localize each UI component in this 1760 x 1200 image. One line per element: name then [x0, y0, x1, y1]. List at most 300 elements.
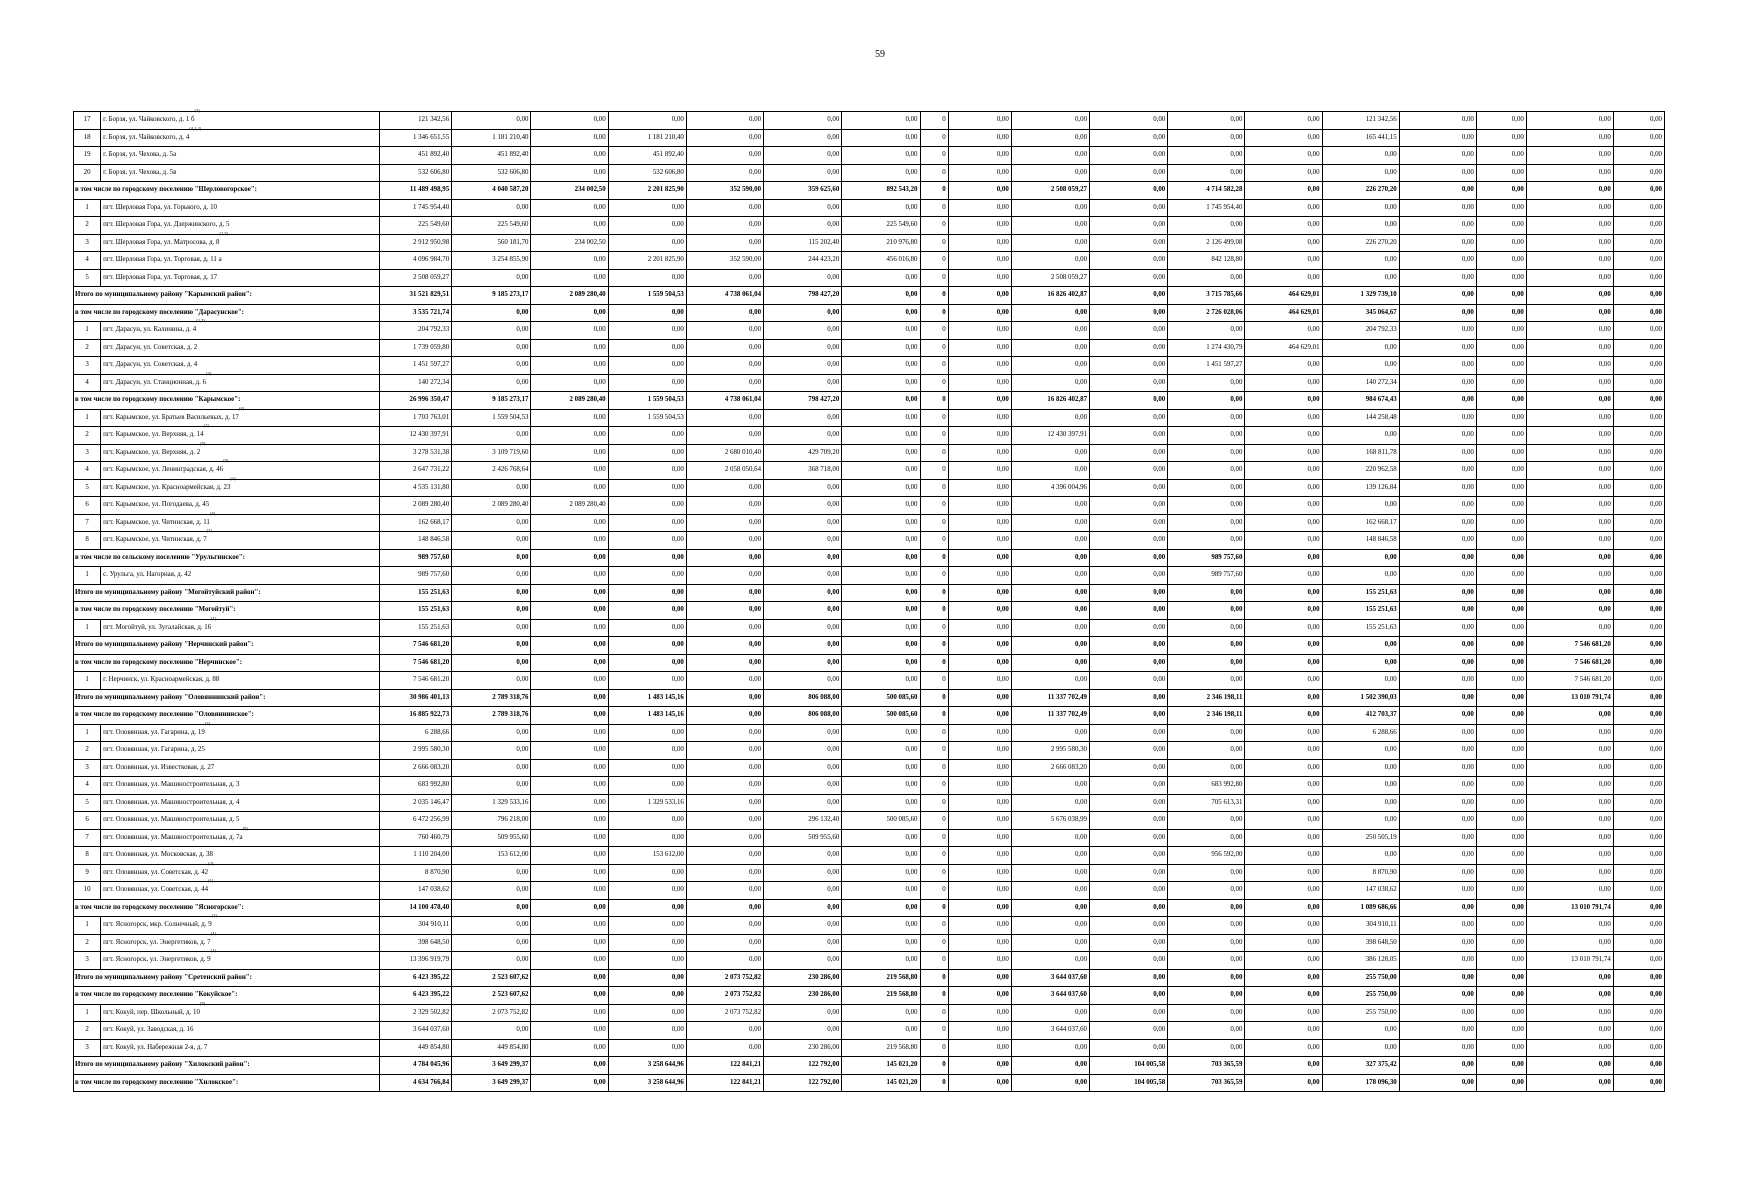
value-cell: 0,00 — [1011, 339, 1089, 357]
value-cell: 0,00 — [686, 602, 763, 620]
value-cell: 16 885 922,73 — [380, 707, 452, 725]
value-cell: 0 — [920, 182, 948, 200]
value-cell: 0,00 — [452, 724, 531, 742]
value-cell: 0,00 — [1526, 742, 1613, 760]
value-cell: 0,00 — [686, 777, 763, 795]
address-cell — [101, 125, 380, 147]
address-cell — [101, 567, 380, 585]
value-cell: 0,00 — [1168, 497, 1245, 515]
value-cell: 0,00 — [1613, 427, 1664, 445]
value-cell: 0,00 — [842, 129, 920, 147]
value-cell: 155 251,63 — [380, 602, 452, 620]
value-cell: 0,00 — [948, 742, 1011, 760]
value-cell: 3 258 644,96 — [608, 1057, 686, 1075]
value-cell: 0,00 — [1245, 357, 1322, 375]
value-cell: 0,00 — [1476, 829, 1526, 847]
value-cell: 0,00 — [452, 672, 531, 690]
value-cell: 0,00 — [1168, 637, 1245, 655]
value-cell: 0,00 — [1090, 497, 1168, 515]
value-cell: 0,00 — [1011, 794, 1089, 812]
value-cell: 0,00 — [608, 112, 686, 130]
address-text: г. Борзя, ул. Чехова, д. 5в — [103, 168, 177, 176]
value-cell: 3 649 299,37 — [452, 1057, 531, 1075]
row-number: 1 — [74, 567, 101, 585]
value-cell: 398 648,50 — [380, 934, 452, 952]
value-cell: 0,00 — [1613, 357, 1664, 375]
value-cell: 0,00 — [1322, 199, 1399, 217]
value-cell: 0,00 — [686, 724, 763, 742]
row-number: 7 — [74, 514, 101, 532]
value-cell: 0,00 — [948, 112, 1011, 130]
value-cell: 3 258 644,96 — [608, 1074, 686, 1092]
value-cell: 0,00 — [1245, 182, 1322, 200]
value-cell: 0,00 — [1613, 1004, 1664, 1022]
value-cell: 0,00 — [608, 952, 686, 970]
value-cell: 1 745 954,40 — [380, 199, 452, 217]
value-cell: 0,00 — [1090, 164, 1168, 182]
value-cell: 0,00 — [1011, 1004, 1089, 1022]
value-cell: 0,00 — [1245, 637, 1322, 655]
value-cell: 0,00 — [608, 1039, 686, 1057]
value-cell: 0,00 — [608, 812, 686, 830]
value-cell: 0,00 — [531, 1074, 608, 1092]
value-cell: 0,00 — [764, 602, 842, 620]
value-cell: 0,00 — [1399, 1004, 1476, 1022]
value-cell: 0,00 — [1476, 899, 1526, 917]
value-cell: 0,00 — [842, 304, 920, 322]
value-cell: 0,00 — [764, 374, 842, 392]
value-cell: 2 426 768,64 — [452, 462, 531, 480]
value-cell: 0 — [920, 444, 948, 462]
value-cell: 0,00 — [1613, 864, 1664, 882]
value-cell: 0,00 — [452, 199, 531, 217]
value-cell: 0,00 — [1011, 1039, 1089, 1057]
value-cell: 0,00 — [686, 409, 763, 427]
value-cell: 0,00 — [1245, 129, 1322, 147]
group-title: в том числе по городскому поселению "Могойтуй": — [74, 602, 380, 620]
value-cell: 0,00 — [1526, 602, 1613, 620]
value-cell: 806 088,00 — [764, 707, 842, 725]
value-cell: 0,00 — [531, 742, 608, 760]
value-cell: 0,00 — [842, 112, 920, 130]
value-cell: 0,00 — [842, 1022, 920, 1040]
value-cell: 0,00 — [948, 199, 1011, 217]
value-cell: 0,00 — [1090, 392, 1168, 410]
value-cell: 0,00 — [1399, 269, 1476, 287]
group-title: в том числе по городскому поселению "Дарасунское": — [74, 304, 380, 322]
value-cell: 147 038,62 — [380, 882, 452, 900]
value-cell: 0,00 — [1399, 619, 1476, 637]
value-cell: 148 846,58 — [1322, 532, 1399, 550]
value-cell: 2 073 752,82 — [686, 1004, 763, 1022]
value-cell: 148 846,58 — [380, 532, 452, 550]
footnote-ref: (5) — [200, 440, 206, 446]
value-cell: 0,00 — [608, 934, 686, 952]
address-cell — [101, 847, 380, 865]
value-cell: 0,00 — [1245, 462, 1322, 480]
value-cell: 0,00 — [1011, 304, 1089, 322]
value-cell: 0,00 — [1090, 199, 1168, 217]
value-cell: 0,00 — [1476, 479, 1526, 497]
value-cell: 0,00 — [531, 1039, 608, 1057]
value-cell: 0,00 — [1476, 147, 1526, 165]
value-cell: 0,00 — [452, 952, 531, 970]
value-cell: 11 337 702,49 — [1011, 707, 1089, 725]
value-cell: 0,00 — [1613, 287, 1664, 305]
value-cell: 1 181 210,40 — [608, 129, 686, 147]
value-cell: 0,00 — [1613, 234, 1664, 252]
subtotal-row — [74, 602, 1665, 620]
subtotal-row — [74, 637, 1665, 655]
value-cell: 0,00 — [1322, 567, 1399, 585]
value-cell: 0,00 — [1245, 427, 1322, 445]
value-cell: 0,00 — [842, 672, 920, 690]
value-cell: 2 089 280,40 — [531, 287, 608, 305]
value-cell: 0,00 — [1245, 969, 1322, 987]
value-cell: 0,00 — [686, 199, 763, 217]
value-cell: 0,00 — [1090, 427, 1168, 445]
value-cell: 0,00 — [1322, 1039, 1399, 1057]
value-cell: 0,00 — [948, 899, 1011, 917]
value-cell: 0 — [920, 374, 948, 392]
group-title: в том числе по городскому поселению "Ясногорское": — [74, 899, 380, 917]
value-cell: 255 750,00 — [1322, 987, 1399, 1005]
value-cell: 0,00 — [1011, 409, 1089, 427]
value-cell: 3 278 531,38 — [380, 444, 452, 462]
value-cell: 0,00 — [1168, 654, 1245, 672]
value-cell: 0,00 — [1526, 917, 1613, 935]
value-cell: 705 613,31 — [1168, 794, 1245, 812]
value-cell: 0,00 — [1245, 112, 1322, 130]
value-cell: 0,00 — [452, 882, 531, 900]
value-cell: 0,00 — [608, 549, 686, 567]
value-cell: 0,00 — [531, 969, 608, 987]
value-cell: 451 892,40 — [380, 147, 452, 165]
value-cell: 153 612,00 — [452, 847, 531, 865]
address-text: пгт. Дарасун, ул. Советская, д. 4 — [103, 361, 198, 369]
value-cell: 0,00 — [1526, 1004, 1613, 1022]
value-cell: 0,00 — [842, 427, 920, 445]
value-cell: 456 016,80 — [842, 252, 920, 270]
value-cell: 0,00 — [1011, 934, 1089, 952]
value-cell: 0,00 — [1245, 829, 1322, 847]
value-cell: 0,00 — [1613, 1039, 1664, 1057]
value-cell: 842 128,80 — [1168, 252, 1245, 270]
value-cell: 6 472 256,99 — [380, 812, 452, 830]
value-cell: 0,00 — [1168, 829, 1245, 847]
value-cell: 0,00 — [1399, 917, 1476, 935]
value-cell: 0,00 — [1090, 584, 1168, 602]
value-cell: 0,00 — [1399, 584, 1476, 602]
value-cell: 0,00 — [1322, 357, 1399, 375]
value-cell: 0,00 — [1090, 654, 1168, 672]
value-cell: 0,00 — [1399, 759, 1476, 777]
value-cell: 0,00 — [1613, 374, 1664, 392]
value-cell: 0,00 — [1090, 917, 1168, 935]
value-cell: 0,00 — [842, 777, 920, 795]
value-cell: 0,00 — [686, 689, 763, 707]
value-cell: 0,00 — [948, 427, 1011, 445]
value-cell: 2 508 059,27 — [1011, 269, 1089, 287]
value-cell: 3 644 037,60 — [1011, 987, 1089, 1005]
footnote-ref: (4,1,2) — [189, 125, 202, 131]
value-cell: 0,00 — [764, 164, 842, 182]
value-cell: 0,00 — [1613, 759, 1664, 777]
address-text: пгт. Оловянная, ул. Советская, д. 42 — [103, 868, 209, 876]
value-cell: 0,00 — [1011, 164, 1089, 182]
value-cell: 0,00 — [1011, 532, 1089, 550]
row-number: 2 — [74, 1022, 101, 1040]
value-cell: 806 088,00 — [764, 689, 842, 707]
value-cell: 451 892,40 — [452, 147, 531, 165]
value-cell: 0,00 — [1245, 882, 1322, 900]
value-cell: 0,00 — [1613, 217, 1664, 235]
value-cell: 0,00 — [1245, 584, 1322, 602]
value-cell: 0,00 — [1399, 304, 1476, 322]
value-cell: 0,00 — [531, 864, 608, 882]
value-cell: 2 647 731,22 — [380, 462, 452, 480]
value-cell: 230 286,00 — [764, 987, 842, 1005]
value-cell: 0,00 — [1168, 462, 1245, 480]
table-row — [74, 164, 1665, 182]
value-cell: 0,00 — [1011, 322, 1089, 340]
value-cell: 6 288,66 — [380, 724, 452, 742]
value-cell: 104 005,58 — [1090, 1057, 1168, 1075]
address-cell — [101, 1000, 380, 1022]
value-cell: 0,00 — [948, 287, 1011, 305]
value-cell: 0,00 — [948, 917, 1011, 935]
value-cell: 0 — [920, 777, 948, 795]
value-cell: 0,00 — [764, 899, 842, 917]
address-cell — [101, 930, 380, 952]
value-cell: 0,00 — [842, 549, 920, 567]
table-row — [74, 742, 1665, 760]
value-cell: 0,00 — [1399, 532, 1476, 550]
address-text: г. Борзя, ул. Чехова, д. 5а — [103, 151, 177, 159]
value-cell: 0,00 — [1613, 1074, 1664, 1092]
value-cell: 464 629,01 — [1245, 287, 1322, 305]
value-cell: 0,00 — [948, 164, 1011, 182]
value-cell: 0 — [920, 1074, 948, 1092]
value-cell: 0,00 — [1399, 182, 1476, 200]
value-cell: 0,00 — [1613, 462, 1664, 480]
value-cell: 0,00 — [842, 759, 920, 777]
value-cell: 0,00 — [1613, 987, 1664, 1005]
value-cell: 0 — [920, 427, 948, 445]
value-cell: 0,00 — [686, 322, 763, 340]
value-cell: 0,00 — [948, 1022, 1011, 1040]
value-cell: 0,00 — [1613, 444, 1664, 462]
value-cell: 2 329 502,82 — [380, 1004, 452, 1022]
footnote-ref: (2) — [208, 860, 214, 866]
value-cell: 0,00 — [608, 269, 686, 287]
value-cell: 0,00 — [1322, 812, 1399, 830]
value-cell: 0,00 — [1613, 252, 1664, 270]
value-cell: 5 676 038,99 — [1011, 812, 1089, 830]
value-cell: 0,00 — [842, 584, 920, 602]
value-cell: 0,00 — [1476, 847, 1526, 865]
value-cell: 0,00 — [531, 759, 608, 777]
value-cell: 0,00 — [608, 427, 686, 445]
value-cell: 0,00 — [1613, 969, 1664, 987]
value-cell: 703 365,59 — [1168, 1074, 1245, 1092]
value-cell: 6 423 395,22 — [380, 987, 452, 1005]
group-title: Итого по муниципальному району "Карымский район": — [74, 287, 380, 305]
value-cell: 2 666 083,20 — [380, 759, 452, 777]
value-cell: 0,00 — [1526, 777, 1613, 795]
value-cell: 0,00 — [1090, 217, 1168, 235]
value-cell: 0,00 — [1245, 899, 1322, 917]
value-cell: 0,00 — [948, 777, 1011, 795]
value-cell: 2 126 499,08 — [1168, 234, 1245, 252]
value-cell: 0,00 — [764, 427, 842, 445]
value-cell: 204 792,33 — [1322, 322, 1399, 340]
value-cell: 0,00 — [1245, 217, 1322, 235]
value-cell: 0,00 — [1245, 724, 1322, 742]
value-cell: 0,00 — [1476, 619, 1526, 637]
value-cell: 0,00 — [1322, 654, 1399, 672]
value-cell: 0,00 — [764, 637, 842, 655]
row-number: 3 — [74, 952, 101, 970]
value-cell: 4 714 582,28 — [1168, 182, 1245, 200]
value-cell: 0,00 — [1245, 777, 1322, 795]
value-cell: 509 955,60 — [452, 829, 531, 847]
value-cell: 0,00 — [608, 829, 686, 847]
value-cell: 0,00 — [1090, 899, 1168, 917]
value-cell: 0,00 — [948, 217, 1011, 235]
table-row — [74, 269, 1665, 287]
value-cell: 0,00 — [1476, 1004, 1526, 1022]
value-cell: 0,00 — [452, 514, 531, 532]
value-cell: 0,00 — [948, 794, 1011, 812]
table-row — [74, 462, 1665, 480]
value-cell: 0,00 — [452, 654, 531, 672]
value-cell: 0,00 — [1090, 812, 1168, 830]
value-cell: 683 992,80 — [380, 777, 452, 795]
value-cell: 0,00 — [1526, 969, 1613, 987]
value-cell: 0,00 — [1322, 252, 1399, 270]
value-cell: 0,00 — [1613, 812, 1664, 830]
table-row — [74, 234, 1665, 252]
row-number: 1 — [74, 199, 101, 217]
value-cell: 162 668,17 — [380, 514, 452, 532]
value-cell: 0,00 — [1613, 654, 1664, 672]
value-cell: 0,00 — [1245, 917, 1322, 935]
row-number: 4 — [74, 252, 101, 270]
value-cell: 0,00 — [1322, 742, 1399, 760]
value-cell: 139 126,84 — [1322, 479, 1399, 497]
row-number: 4 — [74, 462, 101, 480]
value-cell: 500 085,60 — [842, 689, 920, 707]
value-cell: 464 629,01 — [1245, 339, 1322, 357]
value-cell: 155 251,63 — [380, 584, 452, 602]
value-cell: 0 — [920, 339, 948, 357]
row-number: 3 — [74, 1039, 101, 1057]
address-text: пгт. Карымское, ул. Погодаева, д. 45 — [103, 501, 210, 509]
value-cell: 0,00 — [1399, 899, 1476, 917]
value-cell: 0,00 — [1476, 322, 1526, 340]
value-cell: 230 286,00 — [764, 1039, 842, 1057]
row-number: 6 — [74, 497, 101, 515]
value-cell: 0,00 — [1476, 374, 1526, 392]
value-cell: 0,00 — [1090, 829, 1168, 847]
row-number: 3 — [74, 759, 101, 777]
value-cell: 796 218,00 — [452, 812, 531, 830]
value-cell: 0,00 — [608, 497, 686, 515]
value-cell: 0,00 — [842, 567, 920, 585]
value-cell: 0,00 — [1399, 707, 1476, 725]
address-text: пгт. Дарасун, ул. Калинина, д. 4 — [103, 326, 197, 334]
value-cell: 0,00 — [1011, 602, 1089, 620]
value-cell: 0,00 — [948, 672, 1011, 690]
value-cell: 0 — [920, 724, 948, 742]
row-number: 1 — [74, 917, 101, 935]
value-cell: 0,00 — [1322, 147, 1399, 165]
address-cell — [101, 825, 380, 847]
subtotal-row — [74, 899, 1665, 917]
value-cell: 0,00 — [452, 374, 531, 392]
value-cell: 0,00 — [764, 619, 842, 637]
value-cell: 0,00 — [531, 532, 608, 550]
value-cell: 0,00 — [1476, 1039, 1526, 1057]
value-cell: 1 451 597,27 — [380, 357, 452, 375]
footnote-ref: (5) — [223, 458, 229, 464]
value-cell: 0,00 — [1526, 409, 1613, 427]
value-cell: 0,00 — [1011, 514, 1089, 532]
value-cell: 0,00 — [842, 409, 920, 427]
address-text: пгт. Оловянная, ул. Машиностроительная, д. 4 — [103, 798, 240, 806]
value-cell: 703 365,59 — [1168, 1057, 1245, 1075]
value-cell: 798 427,20 — [764, 287, 842, 305]
value-cell: 0,00 — [608, 864, 686, 882]
value-cell: 0,00 — [1322, 269, 1399, 287]
value-cell: 0,00 — [686, 707, 763, 725]
value-cell: 0,00 — [686, 217, 763, 235]
address-cell — [101, 405, 380, 427]
value-cell: 0,00 — [1011, 1057, 1089, 1075]
group-title: в том числе по городскому поселению "Кокуйское": — [74, 987, 380, 1005]
value-cell: 0 — [920, 514, 948, 532]
value-cell: 0,00 — [764, 339, 842, 357]
value-cell: 0 — [920, 1022, 948, 1040]
group-title: в том числе по сельскому поселению "Урульгинское": — [74, 549, 380, 567]
value-cell: 0,00 — [1245, 1039, 1322, 1057]
group-title: в том числе по городскому поселению "Шерловогорское": — [74, 182, 380, 200]
value-cell: 0,00 — [1245, 567, 1322, 585]
value-cell: 0,00 — [948, 357, 1011, 375]
value-cell: 0,00 — [764, 759, 842, 777]
value-cell: 0,00 — [1322, 672, 1399, 690]
row-number: 1 — [74, 409, 101, 427]
value-cell: 0,00 — [1613, 689, 1664, 707]
value-cell: 0,00 — [1613, 584, 1664, 602]
value-cell: 0,00 — [1245, 532, 1322, 550]
footnote-ref: (5) — [242, 825, 248, 831]
value-cell: 760 460,79 — [380, 829, 452, 847]
table-row — [74, 1022, 1665, 1040]
value-cell: 0,00 — [1476, 864, 1526, 882]
value-cell: 0 — [920, 322, 948, 340]
value-cell: 0,00 — [1090, 269, 1168, 287]
table-row — [74, 497, 1665, 515]
value-cell: 219 568,80 — [842, 987, 920, 1005]
value-cell: 0,00 — [686, 584, 763, 602]
value-cell: 0,00 — [1526, 497, 1613, 515]
value-cell: 0,00 — [1613, 1057, 1664, 1075]
value-cell: 0,00 — [1526, 427, 1613, 445]
row-number: 2 — [74, 742, 101, 760]
value-cell: 0,00 — [1476, 969, 1526, 987]
